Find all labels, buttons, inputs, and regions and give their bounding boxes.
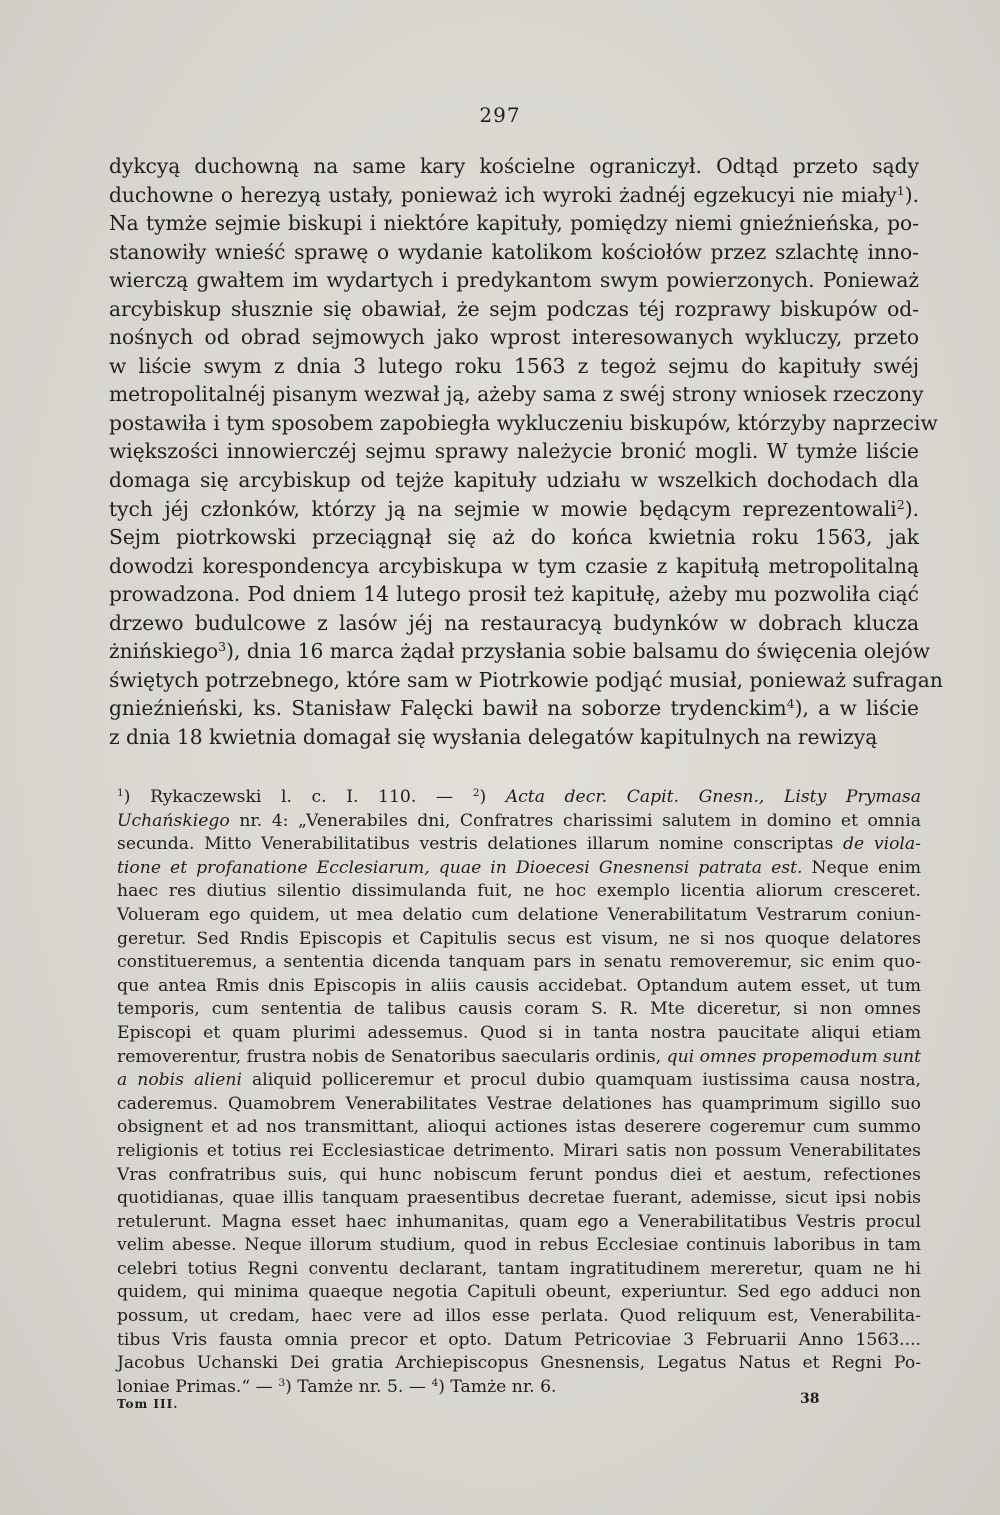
italic-text: Uchańskiego <box>117 810 230 831</box>
text-run: prowadzona. Pod dniem 14 lutego prosił też kapitułę, ażeby mu pozwoliła ciąć <box>109 582 919 607</box>
text-run: dowodzi korespondencya arcybiskupa w tym czasie z kapitułą metropolitalną <box>109 553 919 578</box>
footnote-line <box>117 975 921 999</box>
text-run: Episcopi et quam plurimi adessemus. Quod si in tanta nostra paucitate aliqui etiam <box>117 1022 921 1043</box>
text-line <box>109 495 919 524</box>
text-line <box>109 380 924 409</box>
text-run: religionis et totius rei Ecclesiasticae detrimento. Mirari satis non possum Venerabilitates <box>117 1140 921 1161</box>
footnote-line <box>117 998 921 1022</box>
footnote-line <box>117 1187 921 1211</box>
text-run: retulerunt. Magna esset haec inhumanitas, quam ego a Venerabilitatibus Vestris procul <box>117 1211 921 1232</box>
text-run: removerentur, frustra nobis de Senatoribus saecularis ordinis, <box>117 1046 667 1067</box>
footnote-marker: 4 <box>786 696 795 712</box>
text-line <box>109 552 919 581</box>
italic-text: tione et profanatione Ecclesiarum, quae in Dioecesi Gnesnensi patrata est. <box>117 857 803 878</box>
text-run: świętych potrzebnego, które sam w Piotrkowie podjąć musiał, ponieważ sufragan <box>109 667 943 692</box>
text-run: z dnia 18 kwietnia domagał się wysłania delegatów kapitulnych na rewizyą <box>109 724 878 749</box>
text-line <box>109 437 919 466</box>
text-run: postawiła i tym sposobem zapobiegła wykluczeniu biskupów, którzyby naprzeciw <box>109 410 938 435</box>
footnote-marker: 1 <box>896 182 905 198</box>
footnote-line <box>117 1069 921 1093</box>
text-line <box>109 352 919 381</box>
footnote-line <box>117 786 921 810</box>
text-line <box>109 723 919 752</box>
italic-text: Acta decr. Capit. Gnesn., Listy Prymasa <box>505 787 921 807</box>
text-line <box>109 523 919 552</box>
text-run: ) Tamże nr. 6. <box>438 1376 557 1397</box>
text-line <box>109 152 919 181</box>
footnote-line <box>117 951 921 975</box>
text-run: temporis, cum sententia de talibus causis coram S. R. Mte diceretur, si non omnes <box>117 999 921 1020</box>
page-number: 297 <box>479 103 521 127</box>
text-run: stanowiły wnieść sprawę o wydanie katolikom kościołów przez szlachtę inno- <box>109 239 919 264</box>
text-run: ). <box>904 496 919 521</box>
text-run: ) Rykaczewski l. c. I. 110. — <box>123 787 473 807</box>
footnote-line <box>117 904 921 928</box>
text-run: ) Tamże nr. 5. — <box>285 1376 432 1397</box>
text-run: velim abesse. Neque illorum studium, quod in rebus Ecclesiae continuis laboribus in tam <box>117 1235 921 1256</box>
footnote-line <box>117 1164 921 1188</box>
text-line <box>109 609 919 638</box>
text-run: constitueremus, a sententia dicenda tanquam pars in senatu removeremur, sic enim quo- <box>117 952 921 973</box>
text-run: ). <box>904 182 919 207</box>
text-run: haec res diutius silentio dissimulanda fuit, ne hoc exemplo licentia aliorum cresceret. <box>117 881 921 902</box>
footnote-line <box>117 1305 921 1329</box>
text-line <box>109 266 919 295</box>
footnote-line <box>117 1234 921 1258</box>
text-run: nr. 4: „Venerabiles dni, Confratres charissimi salutem in domino et omnia <box>229 810 921 831</box>
text-run: domaga się arcybiskup od tejże kapituły udziału w wszelkich dochodach dla <box>109 468 919 493</box>
text-run: quotidianas, quae illis tanquam praesentibus decretae fuerant, ademisse, sicut ipsi nobis <box>117 1188 921 1209</box>
text-run: w liście swym z dnia 3 lutego roku 1563 z tegoż sejmu do kapituły swéj <box>109 353 919 378</box>
main-text <box>109 152 943 751</box>
footnotes <box>117 786 921 1399</box>
text-line <box>109 580 919 609</box>
text-run: Jacobus Uchanski Dei gratia Archiepiscopus Gnesnensis, Legatus Natus et Regni Po- <box>117 1353 921 1374</box>
text-run: tibus Vris fausta omnia precor et opto. Datum Petricoviae 3 Februarii Anno 1563.... <box>117 1329 921 1350</box>
text-run: loniae Primas.“ — <box>117 1376 279 1397</box>
footnote-marker: 2 <box>896 496 905 512</box>
footnote-marker: 2 <box>472 786 480 800</box>
text-line <box>109 466 919 495</box>
footnote-line <box>117 1258 921 1282</box>
text-line <box>109 295 919 324</box>
footnote-marker: 3 <box>218 639 227 655</box>
footnote-marker: 1 <box>117 786 124 800</box>
text-run: celebri totius Regni conventu declarant, tantam ingratitudinem mereretur, quam ne hi <box>117 1258 921 1279</box>
text-run: gnieźnieński, ks. Stanisław Falęcki bawił na soborze trydenckim <box>109 696 787 721</box>
text-run: que antea Rmis dnis Episcopis in aliis causis accidebat. Optandum autem esset, ut tum <box>117 975 921 996</box>
italic-text: qui omnes propemodum sunt <box>666 1046 921 1067</box>
text-run: drzewo budulcowe z lasów jéj na restauracyą budynków w dobrach klucza <box>109 610 919 635</box>
footnote-line <box>117 928 921 952</box>
text-run: aliquid polliceremur et procul dubio quamquam iustissima causa nostra, <box>241 1070 922 1091</box>
footnote-marker: 4 <box>431 1375 439 1389</box>
text-run: secunda. Mitto Venerabilitatibus vestris delationes illarum nomine conscriptas <box>117 834 843 855</box>
footnote-line <box>117 1211 921 1235</box>
text-run: possum, ut credam, haec vere ad illos esse perlata. Quod reliquum est, Venerabilita- <box>117 1306 921 1327</box>
italic-text: a nobis alieni <box>117 1070 242 1091</box>
text-run: Sejm piotrkowski przeciągnął się aż do końca kwietnia roku 1563, jak <box>109 525 919 550</box>
text-run: duchowne o herezyą ustały, ponieważ ich wyroki żadnéj egzekucyi nie miały <box>109 182 897 207</box>
volume-signature: Tom III. <box>117 1397 179 1411</box>
text-run: ), dnia 16 marca żądał przysłania sobie balsamu do święcenia olejów <box>226 639 931 664</box>
text-run: nośnych od obrad sejmowych jako wprost interesowanych wykluczy, przeto <box>109 325 919 350</box>
text-run: geretur. Sed Rndis Episcopis et Capitulis secus est visum, ne si nos quoque delatores <box>117 928 921 949</box>
text-run: obsignent et ad nos transmittant, alioqui actiones istas deserere cogeremur cum summo <box>117 1117 921 1138</box>
footnote-line <box>117 1022 921 1046</box>
text-run: dykcyą duchowną na same kary kościelne ograniczył. Odtąd przeto sądy <box>109 154 919 178</box>
text-line <box>109 238 919 267</box>
text-run: Vras confratribus suis, qui hunc nobiscum ferunt pondus diei et aestum, refectiones <box>117 1164 921 1185</box>
footnote-line <box>117 1329 921 1353</box>
text-run: Volueram ego quidem, ut mea delatio cum delatione Venerabilitatum Vestrarum coniun- <box>117 904 921 925</box>
text-line <box>109 209 919 238</box>
text-run: arcybiskup słusznie się obawiał, że sejm podczas téj rozprawy biskupów od- <box>109 296 919 321</box>
text-line <box>109 637 931 666</box>
text-run: Neque enim <box>802 857 922 878</box>
footnote-line <box>117 1352 921 1376</box>
text-run: ), a w liście <box>794 696 919 721</box>
text-run: caderemus. Quamobrem Venerabilitates Vestrae delationes has quamprimum sigillo suo <box>117 1093 921 1114</box>
text-line <box>109 409 938 438</box>
text-run: wierczą gwałtem im wydartych i predykantom swym powierzonych. Ponieważ <box>109 268 919 293</box>
text-run: ) <box>479 787 506 807</box>
footnote-line <box>117 1093 921 1117</box>
text-run: quidem, qui minima quaeque negotia Capituli obeunt, experiuntur. Sed ego adduci non <box>117 1282 921 1303</box>
text-run: tych jéj członków, którzy ją na sejmie w mowie będącym reprezentowali <box>109 496 897 521</box>
text-line <box>109 666 943 695</box>
footnote-marker: 3 <box>278 1375 286 1389</box>
footnote-line <box>117 810 921 834</box>
italic-text: de viola- <box>842 834 921 855</box>
text-run: żnińskiego <box>109 639 219 664</box>
footnote-line <box>117 1046 921 1070</box>
text-run: Na tymże sejmie biskupi i niektóre kapituły, pomiędzy niemi gnieźnieńska, po- <box>109 211 919 236</box>
footnote-line <box>117 833 921 857</box>
text-run: większości innowierczéj sejmu sprawy należycie bronić mogli. W tymże liście <box>109 439 919 464</box>
footnote-line <box>117 1140 921 1164</box>
footnote-line <box>117 880 921 904</box>
text-run: metropolitalnéj pisanym wezwał ją, ażeby sama z swéj strony wniosek rzeczony <box>109 382 924 407</box>
sheet-signature: 38 <box>800 1391 820 1407</box>
text-line <box>109 323 919 352</box>
footnote-line <box>117 1116 921 1140</box>
text-line <box>109 181 919 210</box>
footnote-line <box>117 857 921 881</box>
footnote-line <box>117 1281 921 1305</box>
text-line <box>109 694 919 723</box>
